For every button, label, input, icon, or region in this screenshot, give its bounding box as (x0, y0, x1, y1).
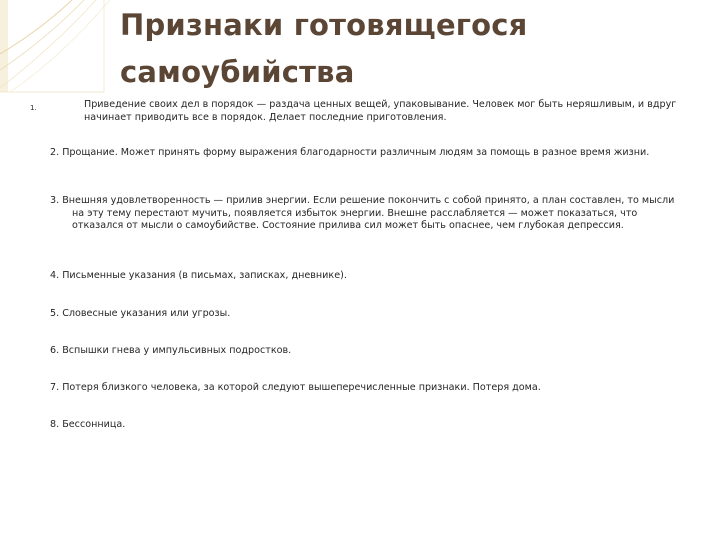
list-item-text: 4. Письменные указания (в письмах, записках, дневнике). (50, 270, 347, 281)
list-item-text: 2. Прощание. Может принять форму выражения благодарности различным людям за помощь в разное время жизни. (50, 147, 650, 158)
list-item (48, 270, 688, 283)
list-item (48, 345, 688, 358)
list-item-text: 5. Словесные указания или угрозы. (50, 308, 231, 319)
list-item-text: Приведение своих дел в порядок — раздача ценных вещей, упаковывание. Человек мог быть неряшливым, и вдруг начинает приводить все в порядок. Делает последние приготовления. (84, 99, 677, 123)
list-item (48, 195, 688, 233)
list-item-text: 7. Потеря близкого человека, за которой следуют вышеперечисленные признаки. Потеря дома. (50, 382, 541, 393)
list-item (48, 382, 688, 395)
slide-title-line-2: самоубийства (120, 55, 355, 89)
list-item (48, 419, 688, 432)
slide-title-line-1: Признаки готовящегося (120, 8, 528, 42)
list-item-text: 3. Внешняя удовлетворенность — прилив энергии. Если решение покончить с собой принято, а план составлен, то мысли на эту тему перестают мучить, появляется избыток энергии. Внешне расслабляется — может показаться, что отказался от мысли о самоубийстве. Состояние прилива сил может быть опаснее, чем глубокая депрессия. (50, 195, 675, 231)
list-item-text: 6. Вспышки гнева у импульсивных подростков. (50, 345, 292, 356)
slide-title (120, 2, 680, 96)
list-item (30, 99, 688, 124)
list-item (48, 147, 688, 160)
list-item-text: 8. Бессонница. (50, 419, 126, 430)
list-item-number: 1. (30, 104, 37, 112)
list-item (48, 308, 688, 321)
